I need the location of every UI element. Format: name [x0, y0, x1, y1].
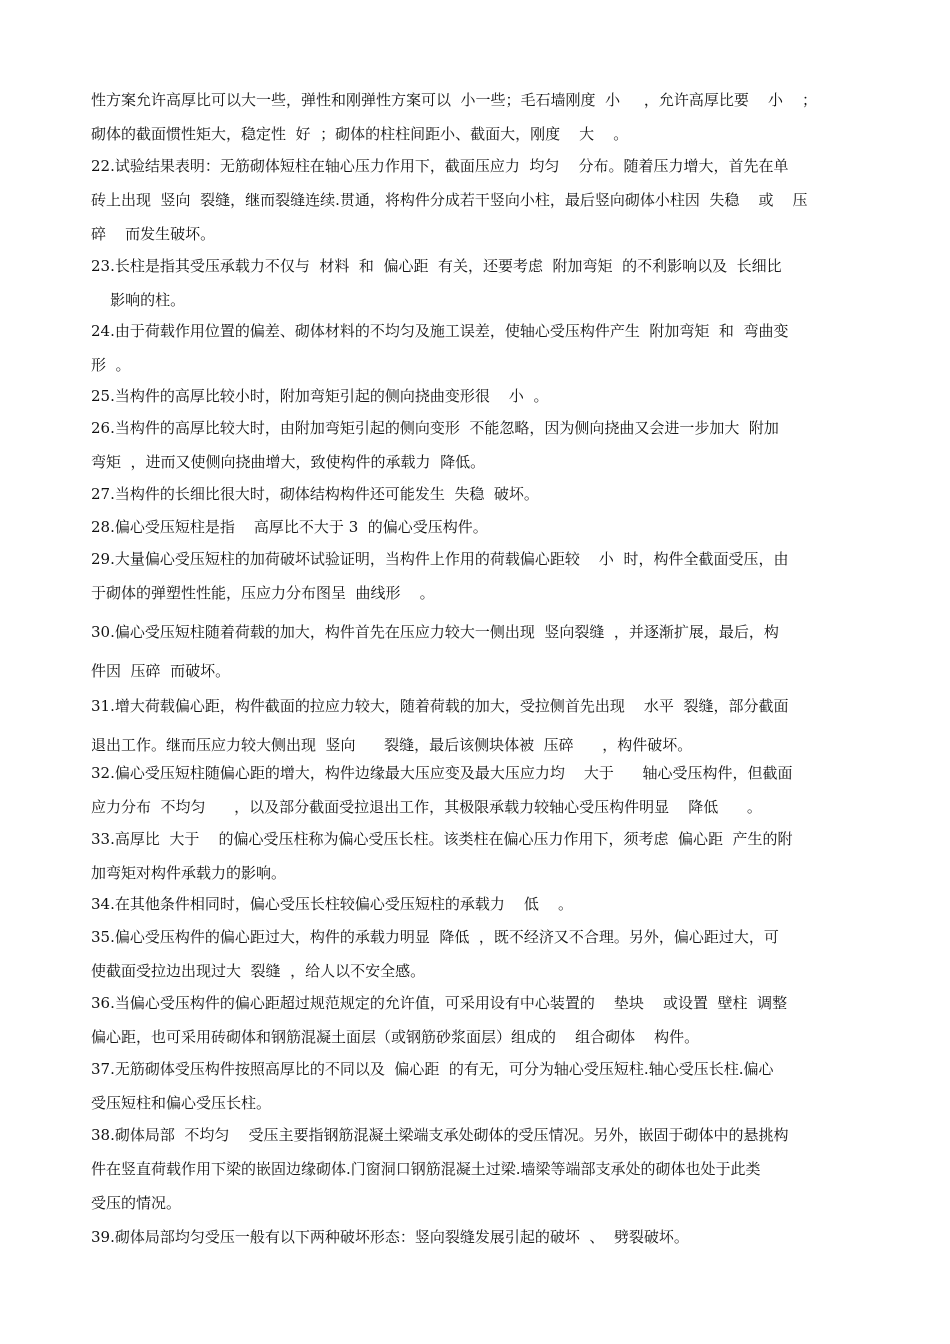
- text-line: 受压的情况。: [91, 1194, 182, 1212]
- paragraph-38: [91, 1125, 861, 1213]
- paragraph-34: [91, 894, 861, 914]
- paragraph-29: [91, 549, 861, 603]
- text-line: 32.偏心受压短柱随偏心距的增大，构件边缘最大压应变及最大压应力均 大于 轴心受压构件，但截面: [91, 764, 793, 782]
- paragraph-22: [91, 156, 861, 244]
- paragraph-30: [91, 622, 861, 681]
- paragraph-23: [91, 256, 861, 310]
- text-line: 33.高厚比 大于 的偏心受压柱称为偏心受压长柱。该类柱在偏心压力作用下，须考虑 偏心距 产生的附: [91, 830, 793, 848]
- paragraph-26: [91, 418, 861, 472]
- text-line: 影响的柱。: [91, 291, 186, 309]
- text-line: 38.砌体局部 不均匀 受压主要指钢筋混凝土梁端支承处砌体的受压情况。另外，嵌固于砌体中的悬挑构: [91, 1126, 789, 1144]
- paragraph-31: [91, 696, 861, 755]
- text-line: 碎 而发生破坏。: [91, 225, 216, 243]
- text-line: 30.偏心受压短柱随着荷载的加大，构件首先在压应力较大一侧出现 竖向裂缝 ，并逐渐扩展，最后，构: [91, 623, 779, 641]
- paragraph-25: [91, 386, 861, 406]
- text-line: 28.偏心受压短柱是指 高厚比不大于 3 的偏心受压构件。: [91, 518, 488, 536]
- text-line: 受压短柱和偏心受压长柱。: [91, 1094, 272, 1112]
- paragraph-36: [91, 993, 861, 1047]
- text-line: 性方案允许高厚比可以大一些，弹性和刚弹性方案可以 小一些；毛石墙刚度 小 ，允许高厚比要 小 ；: [91, 91, 818, 109]
- text-line: 23.长柱是指其受压承载力不仅与 材料 和 偏心距 有关，还要考虑 附加弯矩 的不利影响以及 长细比: [91, 257, 782, 275]
- text-line: 应力分布 不均匀 ，以及部分截面受拉退出工作，其极限承载力较轴心受压构件明显 降低 。: [91, 798, 762, 816]
- paragraph-24: [91, 321, 861, 375]
- text-line: 24.由于荷载作用位置的偏差、砌体材料的不均匀及施工误差，使轴心受压构件产生 附加弯矩 和 弯曲变: [91, 322, 789, 340]
- paragraph-21-continued: [91, 90, 861, 144]
- text-line: 件因 压碎 而破坏。: [91, 662, 231, 680]
- text-line: 砖上出现 竖向 裂缝，继而裂缝连续.贯通，将构件分成若干竖向小柱，最后竖向砌体小柱因 失稳 或 压: [91, 191, 808, 209]
- text-line: 形 。: [91, 356, 131, 374]
- text-line: 37.无筋砌体受压构件按照高厚比的不同以及 偏心距 的有无，可分为轴心受压短柱.轴心受压长柱.偏心: [91, 1060, 774, 1078]
- text-line: 22.试验结果表明：无筋砌体短柱在轴心压力作用下，截面压应力 均匀 分布。随着压力增大，首先在单: [91, 157, 789, 175]
- text-line: 退出工作。继而压应力较大侧出现 竖向 裂缝，最后该侧块体被 压碎 ，构件破坏。: [91, 736, 693, 754]
- paragraph-27: [91, 484, 861, 504]
- paragraph-33: [91, 829, 861, 883]
- text-line: 件在竖直荷载作用下梁的嵌固边缘砌体.门窗洞口钢筋混凝土过梁.墙梁等端部支承处的砌体也处于此类: [91, 1160, 761, 1178]
- paragraph-37: [91, 1059, 861, 1113]
- text-line: 36.当偏心受压构件的偏心距超过规范规定的允许值，可采用设有中心装置的 垫块 或设置 壁柱 调整: [91, 994, 788, 1012]
- paragraph-28: [91, 517, 861, 537]
- paragraph-32: [91, 763, 861, 817]
- text-line: 34.在其他条件相同时，偏心受压长柱较偏心受压短柱的承载力 低 。: [91, 895, 574, 913]
- paragraph-35: [91, 927, 861, 981]
- text-line: 29.大量偏心受压短柱的加荷破坏试验证明，当构件上作用的荷载偏心距较 小 时，构件全截面受压，由: [91, 550, 789, 568]
- text-line: 35.偏心受压构件的偏心距过大，构件的承载力明显 降低 ，既不经济又不合理。另外，偏心距过大，可: [91, 928, 779, 946]
- text-line: 使截面受拉边出现过大 裂缝 ，给人以不安全感。: [91, 962, 426, 980]
- text-line: 加弯矩对构件承载力的影响。: [91, 864, 287, 882]
- text-line: 27.当构件的长细比很大时，砌体结构构件还可能发生 失稳 破坏。: [91, 485, 539, 503]
- text-line: 于砌体的弹塑性性能，压应力分布图呈 曲线形 。: [91, 584, 435, 602]
- text-line: 25.当构件的高厚比较小时，附加弯矩引起的侧向挠曲变形很 小 。: [91, 387, 549, 405]
- text-line: 31.增大荷载偏心距，构件截面的拉应力较大，随着荷载的加大，受拉侧首先出现 水平 裂缝，部分截面: [91, 697, 789, 715]
- text-line: 砌体的截面惯性矩大，稳定性 好 ；砌体的柱柱间距小、截面大，刚度 大 。: [91, 125, 629, 143]
- text-line: 弯矩 ，进而又使侧向挠曲增大，致使构件的承载力 降低。: [91, 453, 486, 471]
- paragraph-39: [91, 1227, 861, 1247]
- text-line: 偏心距，也可采用砖砌体和钢筋混凝土面层（或钢筋砂浆面层）组成的 组合砌体 构件。: [91, 1028, 700, 1046]
- text-line: 39.砌体局部均匀受压一般有以下两种破坏形态：竖向裂缝发展引起的破坏 、 劈裂破坏。: [91, 1228, 689, 1246]
- text-line: 26.当构件的高厚比较大时，由附加弯矩引起的侧向变形 不能忽略，因为侧向挠曲又会进一步加大 附加: [91, 419, 779, 437]
